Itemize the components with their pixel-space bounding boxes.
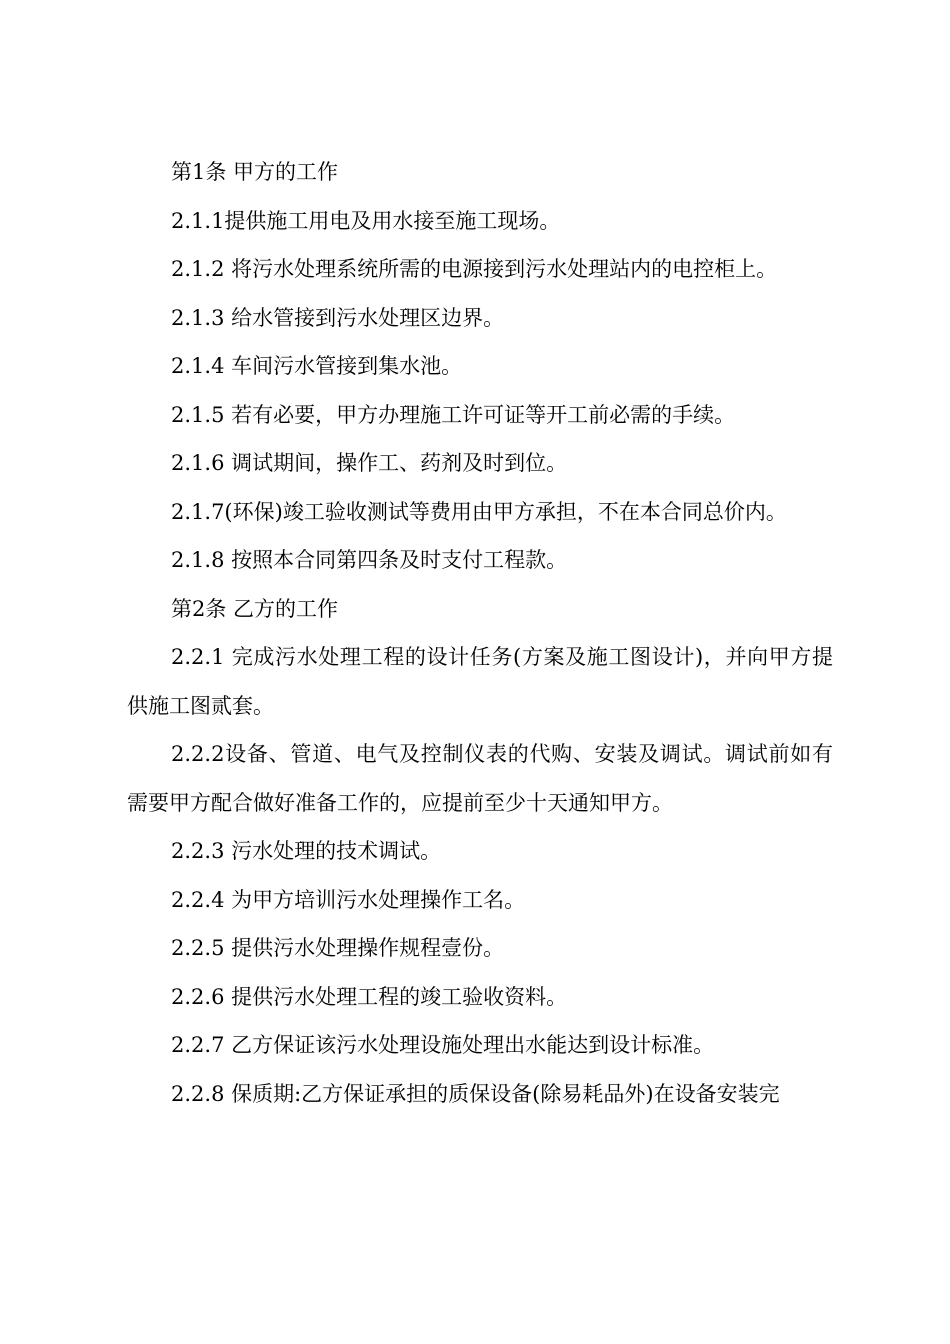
clause-2-2-5: 2.2.5 提供污水处理操作规程壹份。 xyxy=(171,936,505,960)
clause-2-2-6: 2.2.6 提供污水处理工程的竣工验收资料。 xyxy=(171,984,568,1009)
clause-2-1-7: 2.1.7(环保)竣工验收测试等费用由甲方承担，不在本合同总价内。 xyxy=(171,499,787,524)
clause-2-1-1: 2.1.1提供施工用电及用水接至施工现场。 xyxy=(171,208,561,233)
clause-2-2-4: 2.2.4 为甲方培训污水处理操作工名。 xyxy=(171,887,526,912)
clause-2-1-5: 2.1.5 若有必要，甲方办理施工许可证等开工前必需的手续。 xyxy=(171,402,736,427)
clause-2-1-8: 2.1.8 按照本合同第四条及时支付工程款。 xyxy=(171,548,568,572)
section-heading-1: 第1条 甲方的工作 xyxy=(171,160,339,184)
clause-2-2-1: 2.2.1 完成污水处理工程的设计任务(方案及施工图设计)，并向甲方提供施工图贰套。 xyxy=(127,645,833,718)
clause-2-1-3: 2.1.3 给水管接到污水处理区边界。 xyxy=(171,305,505,330)
clause-2-2-8: 2.2.8 保质期:乙方保证承担的质保设备(除易耗品外)在设备安装完 xyxy=(171,1081,780,1106)
clause-2-2-3: 2.2.3 污水处理的技术调试。 xyxy=(171,839,442,863)
clause-2-1-4: 2.1.4 车间污水管接到集水池。 xyxy=(171,354,463,378)
document-body xyxy=(127,148,833,1118)
clause-2-1-6: 2.1.6 调试期间，操作工、药剂及时到位。 xyxy=(171,451,568,475)
clause-2-2-7: 2.2.7 乙方保证该污水处理设施处理出水能达到设计标准。 xyxy=(171,1033,715,1057)
clause-2-1-2: 2.1.2 将污水处理系统所需的电源接到污水处理站内的电控柜上。 xyxy=(171,257,778,281)
clause-2-2-2: 2.2.2设备、管道、电气及控制仪表的代购、安装及调试。调试前如有需要甲方配合做好准备工作的，应提前至少十天通知甲方。 xyxy=(127,742,833,815)
section-heading-2: 第2条 乙方的工作 xyxy=(171,596,339,621)
